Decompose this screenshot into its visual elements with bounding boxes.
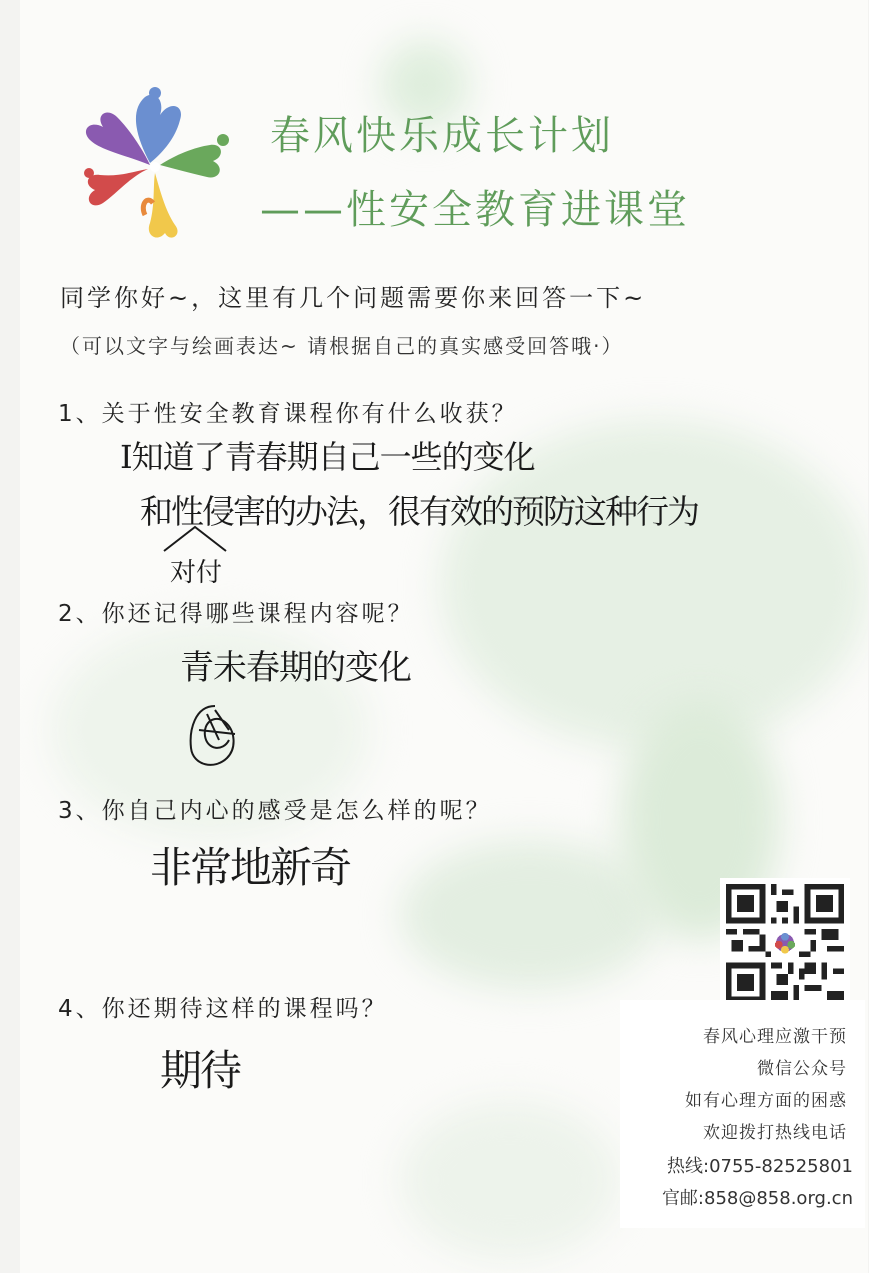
contact-note: 如有心理方面的困惑 xyxy=(685,1091,847,1111)
qr-code xyxy=(720,878,850,1008)
answer-3: 非常地新奇 xyxy=(150,843,351,892)
answer-2: 青未春期的变化 xyxy=(180,648,411,688)
contact-email: 官邮:858@858.org.cn xyxy=(661,1188,853,1209)
contact-wechat: 微信公众号 xyxy=(757,1059,847,1079)
insertion-caret xyxy=(160,523,230,553)
greeting-text: 同学你好~，这里有几个问题需要你来回答一下~ xyxy=(60,284,647,312)
answer-1-line-1: I知道了青春期自己一些的变化 xyxy=(120,438,535,476)
background-wash xyxy=(400,1100,620,1260)
page-subtitle: ——性安全教育进课堂 xyxy=(260,187,690,233)
answer-1-line-2: 和性侵害的办法，很有效的预防这种行为 xyxy=(140,492,698,531)
page-title: 春风快乐成长计划 xyxy=(270,113,614,159)
background-wash xyxy=(400,840,660,990)
survey-card xyxy=(20,0,868,1273)
question-1: 1、关于性安全教育课程你有什么收获？ xyxy=(58,401,518,427)
contact-org: 春风心理应激干预 xyxy=(703,1027,847,1047)
flower-logo xyxy=(75,85,235,245)
question-2: 2、你还记得哪些课程内容呢？ xyxy=(58,601,414,627)
answer-1-insert: 对付 xyxy=(170,558,223,588)
scribble-drawing xyxy=(185,700,245,772)
answer-4: 期待 xyxy=(160,1046,241,1095)
logo-petals xyxy=(84,87,229,238)
contact-invite: 欢迎拨打热线电话 xyxy=(703,1123,847,1143)
instruction-text: （可以文字与绘画表达~ 请根据自己的真实感受回答哦·） xyxy=(60,334,624,358)
question-3: 3、你自己内心的感受是怎么样的呢？ xyxy=(58,798,492,824)
question-4: 4、你还期待这样的课程吗？ xyxy=(58,996,388,1022)
contact-info-box xyxy=(620,1000,865,1228)
contact-hotline: 热线:0755-82525801 xyxy=(667,1156,853,1177)
